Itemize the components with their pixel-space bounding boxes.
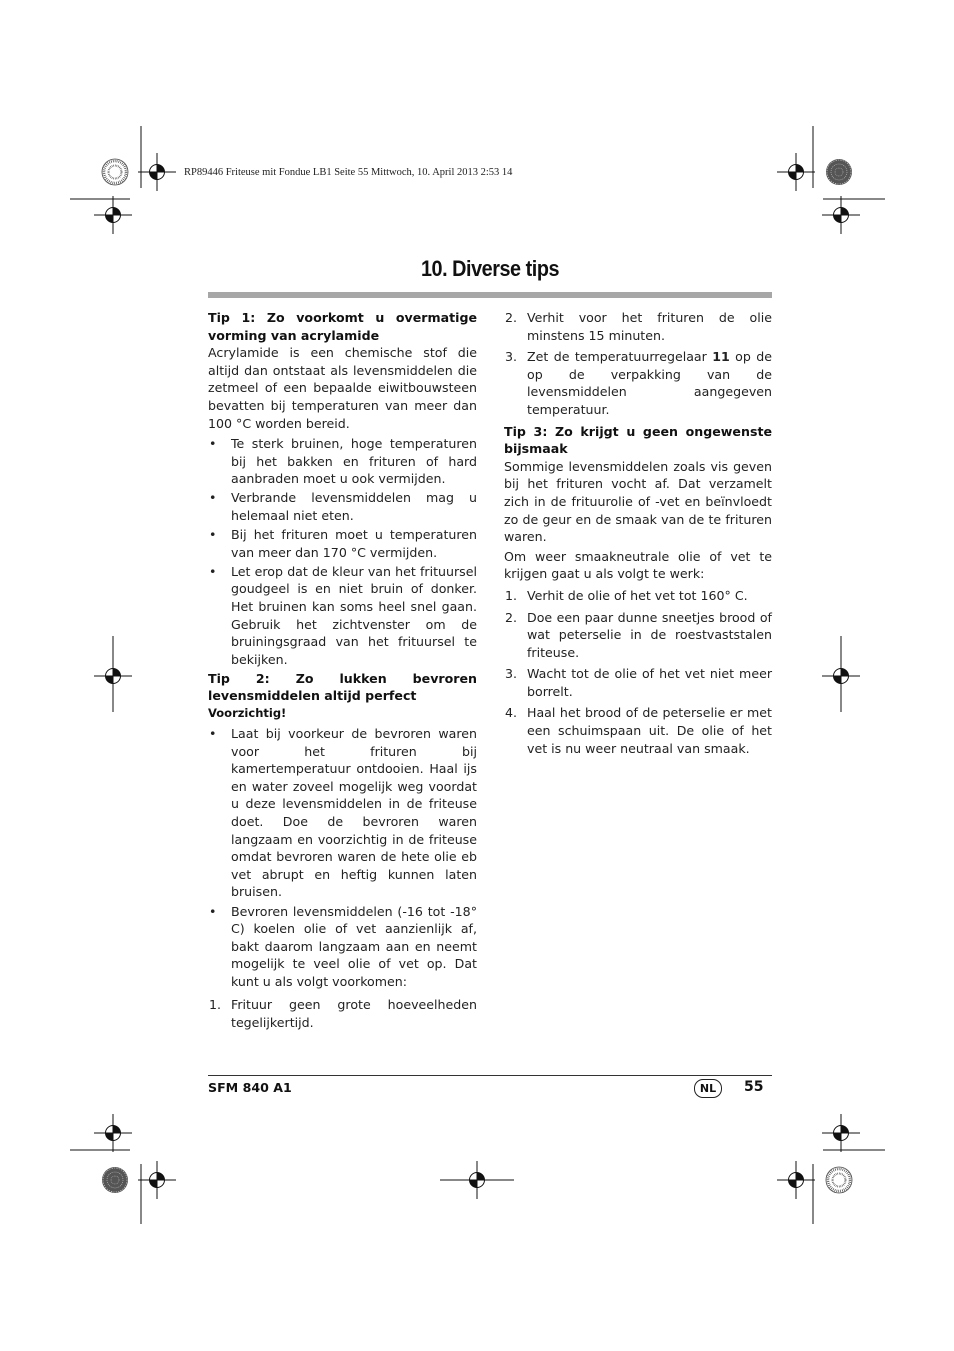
list-item: 4. Haal het brood of de peterselie er met een schuimspaan uit. De olie of het vet is nu weer neutraal van smaak. [505, 705, 772, 756]
tip1-heading: Tip 1: Zo voorkomt u overmatige vorming van acrylamide [208, 310, 477, 343]
step-number: 3. [505, 666, 518, 682]
tip1-bullet-list [208, 435, 477, 668]
left-column [208, 309, 477, 1036]
control-reference-number: 11 [712, 349, 730, 365]
list-item: 3. Zet de temperatuurregelaar 11 op de op de verpakking van de levensmiddelen aangegeven temperatuur. [505, 349, 772, 417]
list-item: • Te sterk bruinen, hoge temperaturen bij het bakken en frituren of hard aanbraden moet u ook vermijden. [209, 436, 477, 487]
bullet: • [209, 490, 217, 506]
footer-rule [208, 1075, 772, 1076]
list-item: • Bij het frituren moet u temperaturen van meer dan 170 °C vermijden. [209, 527, 477, 560]
page-title: 10. Diverse tips [420, 256, 560, 281]
list-item: 2. Doe een paar dunne sneetjes brood of wat peterselie in de roestvaststalen friteuse. [505, 609, 772, 660]
tip2-steps-right [504, 309, 772, 419]
model-number: SFM 840 A1 [208, 1080, 292, 1095]
tip3-heading: Tip 3: Zo krijgt u geen ongewenste bijsmaak [504, 423, 772, 457]
step-number: 1. [505, 587, 518, 603]
tip2-steps-left [208, 996, 477, 1031]
page-number: 55 [744, 1079, 764, 1095]
tip3-paragraph-1: Sommige levensmiddelen zoals vis geven bij het frituren vocht af. Dat verzamelt zich in de frituurolie of -vet en beïnvloedt zo de geur en de smaak van de te frituren waren. [504, 458, 772, 545]
tip2-heading: Tip 2: Zo lukken bevroren levensmiddelen altijd perfect [208, 670, 477, 704]
tip3-paragraph-2: Om weer smaakneutrale olie of vet te krijgen gaat u als volgt te werk: [504, 548, 772, 582]
tip2-bullet-list [208, 725, 477, 990]
tip1-paragraph: Acrylamide is een chemische stof die altijd dan ontstaat als levensmiddelen die zetmeel of een bepaalde eiwitbouwsteen bevatten bij temperaturen van meer dan 100 °C worden bereid. [208, 345, 477, 431]
list-item: • Verbrande levensmiddelen mag u helemaal niet eten. [209, 490, 477, 524]
print-slug: RP89446 Friteuse mit Fondue LB1 Seite 55 Mittwoch, 10. April 2013 2:53 14 [184, 167, 513, 178]
step-number: 1. [209, 997, 222, 1013]
bullet: • [209, 563, 217, 579]
step-number: 2. [505, 310, 518, 325]
list-item: 1. Frituur geen grote hoeveelheden tegelijkertijd. [209, 997, 477, 1031]
caution-label: Voorzichtig! [208, 706, 287, 721]
bullet: • [209, 436, 217, 452]
list-item: 3. Wacht tot de olie of het vet niet meer borrelt. [505, 666, 772, 699]
list-item: • Let erop dat de kleur van het frituursel goudgeel is en niet bruin of donker. Het bruinen kan soms heel snel gaan. Gebruik het zichtvenster om de bruiningsgraad van het frituursel te bekijken. [209, 563, 477, 667]
language-badge: NL [694, 1079, 722, 1098]
step-number: 3. [505, 349, 518, 365]
title-rule [208, 292, 772, 298]
right-column [504, 309, 772, 761]
corner-star-bottom-right [826, 1167, 852, 1193]
list-item: 1. Verhit de olie of het vet tot 160° C. [505, 587, 748, 603]
corner-star-top-right [826, 159, 852, 185]
bullet: • [209, 903, 217, 919]
list-item: 2. Verhit voor het frituren de olie minstens 15 minuten. [505, 310, 772, 343]
list-item: • Bevroren levensmiddelen (-16 tot -18° C) koelen olie of vet aanzienlijk af, bakt daarom langzaam aan en neemt mogelijk te veel olie of vet op. Dat kunt u als volgt voorkomen: [209, 903, 477, 989]
step-number: 4. [505, 705, 518, 721]
step-number: 2. [505, 609, 518, 625]
corner-star-bottom-left [102, 1167, 128, 1193]
list-item: • Laat bij voorkeur de bevroren waren voor het frituren bij kamertemperatuur ontdooien. Haal ijs en water zoveel mogelijk weg voordat u deze levensmiddelen in de friteuse doet. Doe de bevroren waren langzaam en voorzichtig in de friteuse omdat bevroren waren de hete olie eb vet abrupt en heftig kunnen laten bruisen. [209, 726, 477, 900]
bullet: • [209, 527, 217, 543]
tip3-steps [504, 587, 772, 757]
bullet: • [209, 726, 217, 742]
corner-star-top-left [102, 159, 128, 185]
